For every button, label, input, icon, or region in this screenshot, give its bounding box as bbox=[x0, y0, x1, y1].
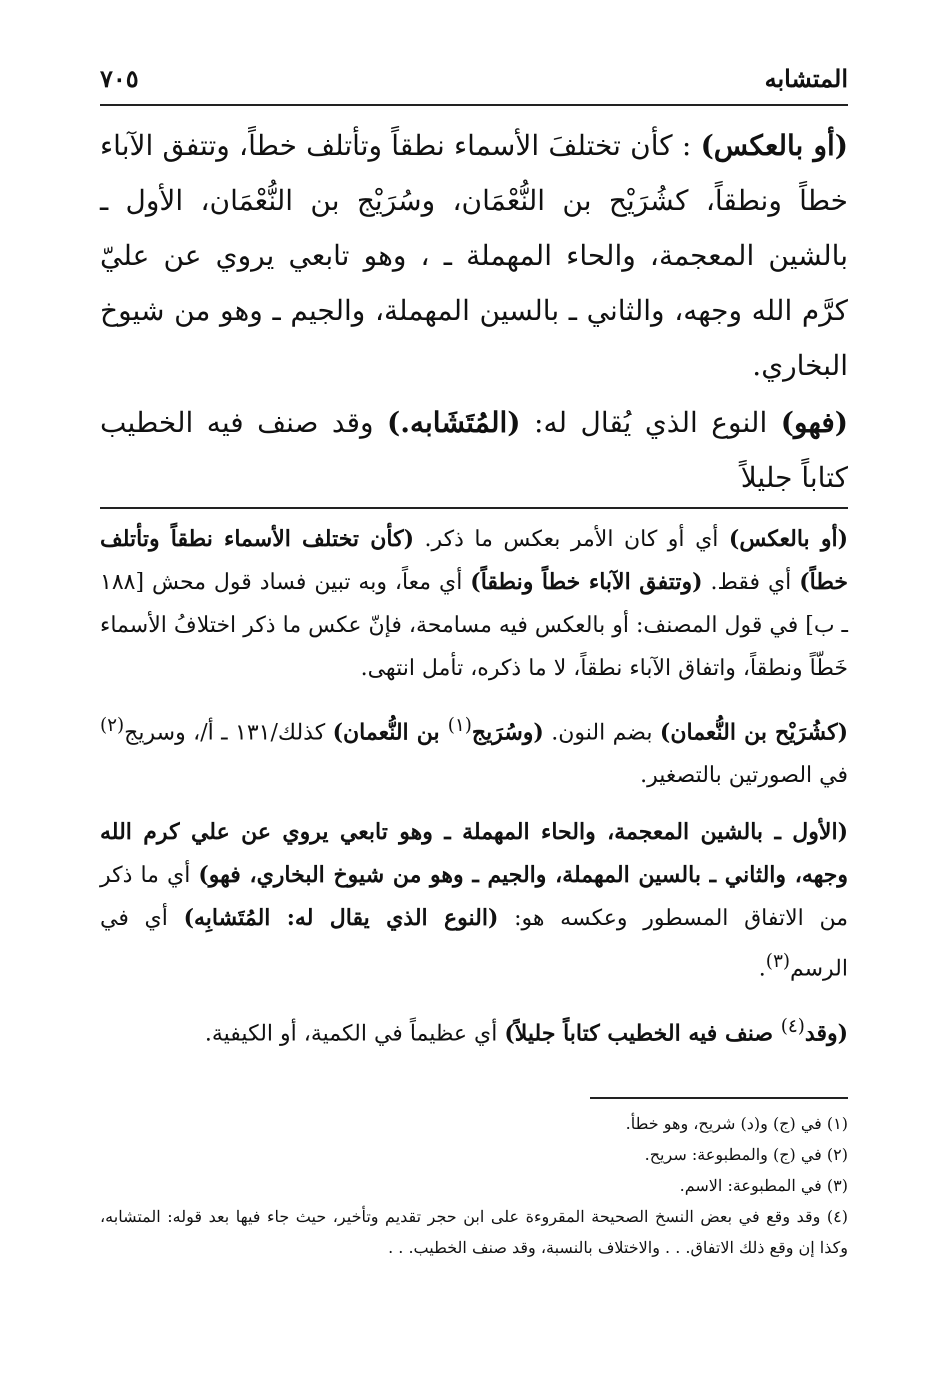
footnote-rule bbox=[590, 1097, 848, 1099]
bold-quote: (أو بالعكس) bbox=[728, 526, 848, 552]
text-run: بضم النون. bbox=[543, 720, 660, 746]
page-number: ٧٠٥ bbox=[100, 63, 139, 93]
bold-quote: (وسُرَيج bbox=[471, 719, 544, 746]
footnotes bbox=[100, 1108, 848, 1263]
commentary-paragraph bbox=[100, 704, 848, 797]
text-run: أي أو كان الأمر بعكس ما ذكر. bbox=[413, 527, 729, 552]
commentary-paragraph bbox=[100, 1005, 848, 1055]
bold-quote: (وتتفق الآباء خطاً ونطقاً) bbox=[470, 569, 703, 595]
text-run: أي معاً، وبه تبين فساد قول محش [١٨٨ ـ ب] في قول المصنف: أو بالعكس فيه مسامحة، فإنّ عكس ما ذكر اختلافُ الأسماء خَطّاً ونطقاً، واتفاق الآباء نطقاً، لا ما ذكره، تأمل انتهى. bbox=[100, 570, 848, 681]
bold-quote: (وقد bbox=[804, 1019, 848, 1046]
footnote-marker: (٤) bbox=[780, 1015, 805, 1037]
main-paragraph bbox=[100, 395, 848, 505]
footnote-marker: (٢) bbox=[100, 715, 125, 736]
footnote: (١) في (ج) و(د) شريح، وهو خطأ. bbox=[625, 1114, 848, 1133]
text-run: أي في الرسم bbox=[100, 906, 848, 982]
text-run: أي ما ذكر من الاتفاق المسطور وعكسه هو: bbox=[100, 863, 849, 932]
commentary-paragraph bbox=[100, 811, 848, 990]
bold-quote: (النوع الذي يقال له: المُتَشابِه) bbox=[183, 905, 499, 932]
footnote-marker: (١) bbox=[447, 715, 472, 736]
bold-quote: (الأول ـ بالشين المعجمة، والحاء المهملة ـ وهو تابعي يروي عن علي كرم الله وجهه، والثاني ـ بالسين المهملة، والجيم ـ وهو من شيوخ البخاري، فهو) bbox=[100, 819, 848, 889]
footnote: (٣) في المطبوعة: الاسم. bbox=[679, 1176, 848, 1195]
commentary-paragraph bbox=[100, 518, 848, 690]
bold-quote: بن النُّعمان) bbox=[332, 719, 448, 746]
bold-matn: (فهو) bbox=[780, 406, 848, 439]
text-run: النوع الذي يُقال له: bbox=[520, 406, 781, 439]
header-rule bbox=[100, 104, 848, 106]
bold-quote: (كأن تختلف الأسماء نطقاً وتأتلف خطاً) bbox=[100, 526, 848, 595]
footnote: (٢) في (ج) والمطبوعة: سريح. bbox=[644, 1145, 848, 1164]
footnote-marker: (٣) bbox=[765, 951, 790, 973]
main-paragraph bbox=[100, 118, 848, 393]
bold-quote: صنف فيه الخطيب كتاباً جليلاً) bbox=[504, 1019, 781, 1046]
text-run: أي عظيماً في الكمية، أو الكيفية. bbox=[204, 1020, 505, 1046]
main-text bbox=[100, 118, 848, 505]
section-divider bbox=[100, 507, 848, 509]
text-run: . bbox=[758, 956, 766, 982]
running-title: المتشابه bbox=[764, 63, 848, 93]
text-run: : كأن تختلفَ الأسماء نطقاً وتأتلف خطاً، وتتفق الآباء خطاً ونطقاً، كشُرَيْح بن النُّعْمَان، وسُرَيْج بن النُّعْمَان، الأول ـ بالشين المعجمة، والحاء المهملة ـ ، وهو تابعي يروي عن عليّ كرَّم الله وجهه، والثاني ـ بالسين المهملة، والجيم ـ وهو من شيوخ البخاري. bbox=[100, 129, 848, 382]
bold-matn: (المُتَشَابه.) bbox=[387, 406, 521, 439]
text-run: كذلك/١٣١ ـ أ/، وسريج bbox=[124, 720, 333, 746]
footnote: (٤) وقد وقع في بعض النسخ الصحيحة المقروءة على ابن حجر تقديم وتأخير، حيث جاء فيها بعد قوله: المتشابه، وكذا إن وقع ذلك الاتفاق. . . والاختلاف بالنسبة، وقد صنف الخطيب. . . bbox=[100, 1207, 848, 1257]
bold-matn: (أو بالعكس) bbox=[700, 129, 848, 162]
text-run: في الصورتين بالتصغير. bbox=[640, 763, 848, 789]
text-run: وقد صنف فيه الخطيب كتاباً جليلاً bbox=[100, 406, 848, 494]
text-run: أي فقط. bbox=[702, 570, 800, 595]
running-header bbox=[100, 58, 848, 98]
bold-quote: (كشُرَيْح بن النُّعمان) bbox=[659, 719, 849, 746]
commentary bbox=[100, 518, 848, 1055]
